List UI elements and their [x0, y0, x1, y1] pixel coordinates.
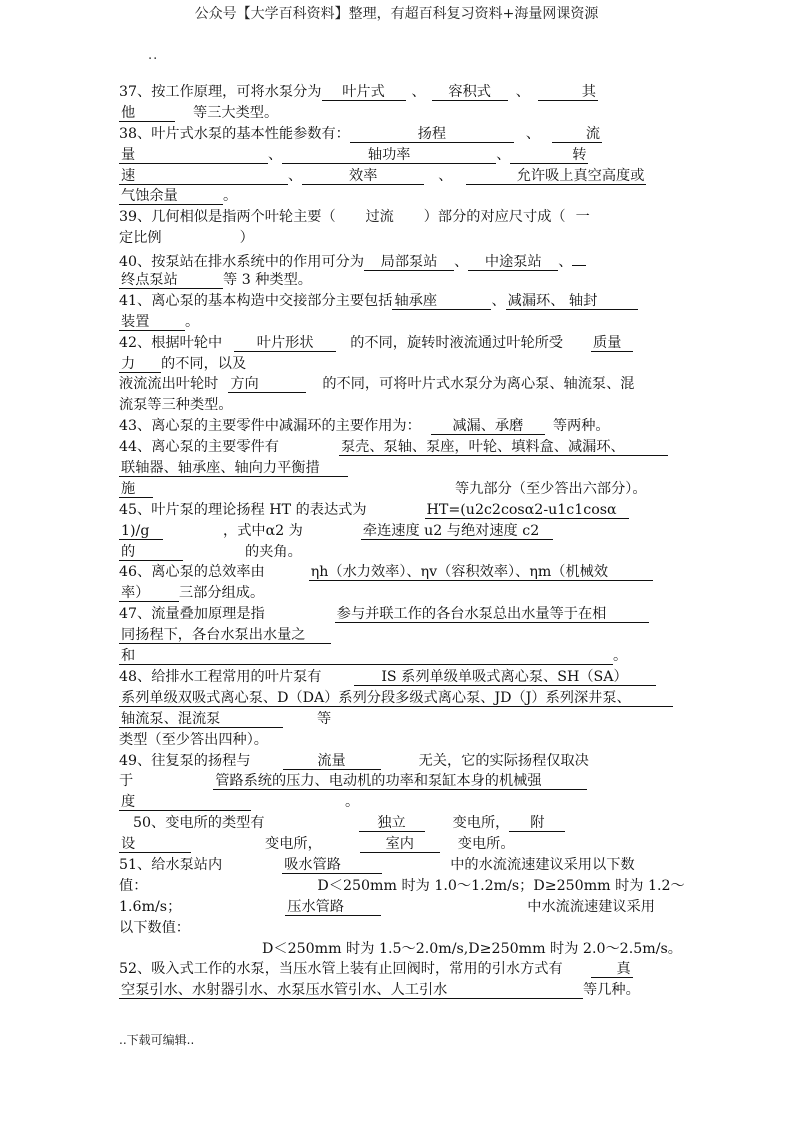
page-marker: .. [148, 48, 159, 63]
q38-line-1: 38、叶片式水泵的基本性能参数有： 扬程 、 流 [119, 125, 601, 142]
q46-line-1: 46、离心泵的总效率由 ηh（水力效率）、ηv（容积效率）、ηm（机械效 [119, 562, 675, 583]
q52-answer-1: 空泵引水、水射器引水、水泵压水管引水、人工引水 [119, 982, 583, 999]
q40-line-2: 终点泵站 等 3 种类型。 [121, 272, 312, 289]
q50-line-2: 设 变电所， 室内 变电所。 [121, 836, 515, 853]
q48-line-1: 48、给排水工程常用的叶片泵有 IS 系列单级单吸式离心泵、SH（SA） [119, 667, 675, 688]
q41-line-2: 装置 。 [121, 313, 200, 330]
q38-answer-5: 效率 [302, 168, 424, 185]
q43-line-1: 43、离心泵的主要零件中减漏环的主要作用为： 减漏、承磨 等两种。 [119, 418, 610, 435]
q45-answer-2: 牵连速度 u2 与绝对速度 c2 [361, 523, 553, 540]
q37-answer-2: 容积式 [432, 84, 508, 101]
q40-line-1: 40、按泵站在排水系统中的作用可分为 局部泵站 、 中途泵站 、 [119, 249, 675, 270]
q38-answer-1: 扬程 [350, 126, 514, 143]
q42-answer-1: 叶片形状 [234, 335, 336, 352]
q52-line-1: 52、吸入式工作的水泵，当压水管上装有止回阀时，常用的引水方式有 真 [119, 961, 631, 978]
q39-line-1: 39、几何相似是指两个叶轮主要（ 过流 ）部分的对应尺寸成（ 一 [119, 207, 675, 228]
q38-line-2: 量 、 轴功率 、 转 [121, 146, 587, 163]
q48-line-4: 类型（至少答出四种）。 [119, 731, 268, 748]
q48-line-2: 系列单级双吸式离心泵、D（DA）系列分段多级式离心泵、JD（J）系列深井泵、 [119, 688, 675, 709]
q40-answer-3: 终点泵站 [119, 272, 223, 289]
q45-answer-1: HT=(u2c2cosα2-u1c1cosα [425, 502, 629, 519]
q37-line-2: 他 等三大类型。 [121, 104, 279, 121]
q46-answer-1: ηh（水力效率）、ηv（容积效率）、ηm（机械效 [309, 564, 653, 581]
q37-answer-1: 叶片式 [322, 84, 406, 101]
q47-answer-1: 参与并联工作的各台水泵总出水量等于在相 [335, 606, 649, 623]
q39-answer-1: 过流 [365, 209, 394, 226]
question-list [119, 82, 685, 1001]
q38-answer-3: 轴功率 [282, 147, 496, 164]
q51-line-3: 1.6m/s； 压水管路 中水流流速建议采用 [119, 898, 655, 915]
q47-line-1: 47、流量叠加原理是指 参与并联工作的各台水泵总出水量等于在相 [119, 604, 675, 625]
q50-answer-3: 室内 [360, 836, 440, 853]
q49-answer-2: 管路系统的压力、电动机的功率和泵缸本身的机械强 [213, 773, 587, 790]
q51-line-2: 值： D＜250mm 时为 1.0～1.2m/s；D≥250mm 时为 1.2～ [119, 877, 685, 894]
page-footer: ..下载可编辑.. [119, 1033, 195, 1047]
q43-answer-1: 减漏、承磨 [431, 418, 545, 435]
q37-answer-3: 其 [538, 84, 598, 101]
q51-line-4: 以下数值： [119, 919, 190, 936]
q52-line-2: 空泵引水、水射器引水、水泵压水管引水、人工引水 等几种。 [121, 982, 640, 999]
q45-line-3: 的 的夹角。 [121, 543, 302, 560]
q47-line-3: 和 。 [121, 648, 628, 665]
q47-line-2: 同扬程下，各台水泵出水量之 [119, 625, 675, 646]
q50-line-1: 50、变电所的类型有 独立 变电所， 附 [119, 813, 675, 834]
q51-answer-2: 压水管路 [285, 899, 381, 916]
q42-line-3: 液流流出叶轮时 方向 的不同，可将叶片式水泵分为离心泵、轴流泵、混 [119, 376, 635, 393]
q51-answer-1: 吸水管路 [282, 857, 382, 874]
q50-answer-1: 独立 [359, 815, 425, 832]
q49-answer-1: 流量 [283, 753, 381, 770]
page-header: 公众号【大学百科资料】整理，有超百科复习资料+海量网课资源 [194, 6, 599, 22]
q44-line-2: 联轴器、轴承座、轴向力平衡措 [119, 458, 675, 479]
q38-line-3: 速 、 效率 、 允许吸上真空高度或 [121, 167, 645, 184]
q45-line-2: 1)/g ，式中α2 为 牵连速度 u2 与绝对速度 c2 [119, 521, 675, 542]
q40-answer-2: 中途泵站 [468, 254, 558, 271]
q51-line-5: D＜250mm 时为 1.5～2.0m/s,D≥250mm 时为 2.0～2.5m/s。 [262, 940, 682, 957]
q41-line-1: 41、离心泵的基本构造中交接部分主要包括 轴承座 、 减漏环、 轴封 [119, 291, 675, 312]
q42-line-1: 42、根据叶轮中 叶片形状 的不同，旋转时液流通过叶轮所受 质量 [119, 333, 675, 354]
q49-line-1: 49、往复泵的扬程与 流量 无关，它的实际扬程仅取决 [119, 752, 589, 769]
q49-line-3: 度 。 [121, 794, 360, 811]
q42-line-2: 力 的不同，以及 [121, 355, 247, 372]
q42-line-4: 流泵等三种类型。 [119, 397, 233, 414]
q44-answer-1: 泵壳、泵轴、泵座，叶轮、填料盒、减漏环、 [339, 439, 668, 456]
q48-line-3: 轴流泵、混流泵 等 [121, 710, 332, 727]
q44-line-3: 施 等九部分（至少答出六部分）。 [121, 480, 647, 497]
q41-answer-2: 减漏环、 轴封 [506, 293, 638, 310]
q45-line-1: 45、叶片泵的理论扬程 HT 的表达式为 HT=(u2c2cosα2-u1c1cosα [119, 500, 675, 521]
q48-answer-1: IS 系列单级单吸式离心泵、SH（SA） [354, 669, 656, 686]
q39-line-2: 定比例 ） [119, 230, 254, 247]
q40-answer-1: 局部泵站 [364, 254, 454, 271]
q37-line-1: 37、按工作原理，可将水泵分为 叶片式 、 容积式 、 其 [119, 84, 596, 100]
q46-line-2: 率） 三部分组成。 [121, 585, 265, 602]
q49-line-2: 于 管路系统的压力、电动机的功率和泵缸本身的机械强 [119, 771, 675, 792]
q44-line-1: 44、离心泵的主要零件有 泵壳、泵轴、泵座，叶轮、填料盒、减漏环、 [119, 437, 675, 458]
q38-line-4: 气蚀余量 。 [121, 188, 238, 205]
q42-answer-3: 方向 [228, 376, 306, 393]
q51-line-1: 51、给水泵站内 吸水管路 中的水流流速建议采用以下数 [119, 856, 635, 873]
q41-answer-1: 轴承座 [392, 293, 491, 310]
